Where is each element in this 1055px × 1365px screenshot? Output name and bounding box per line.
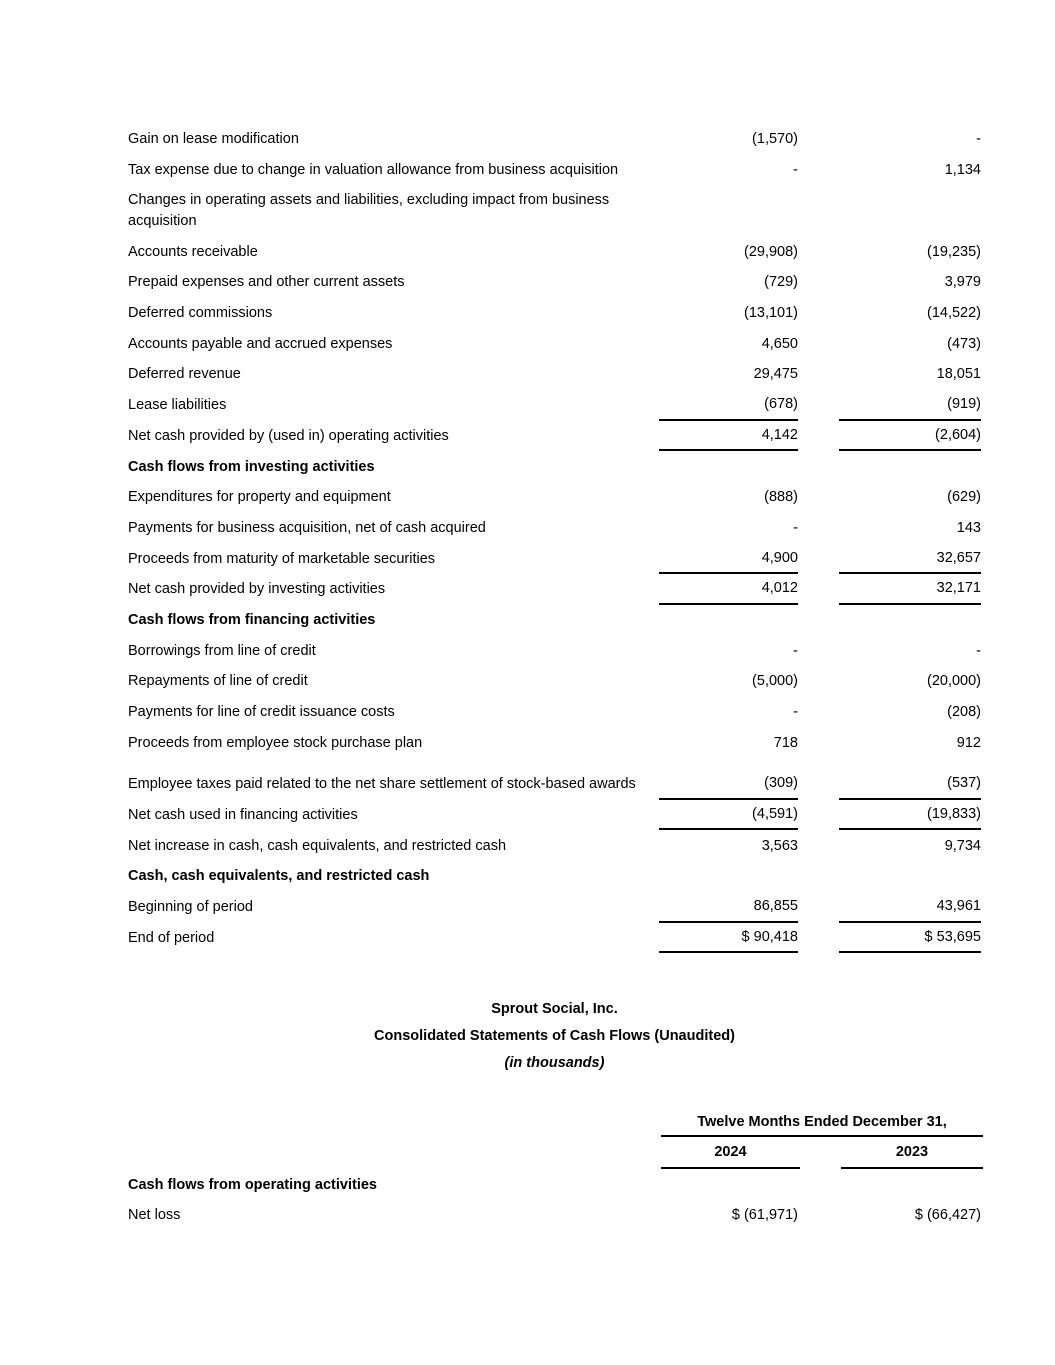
value-2024: (678) (659, 390, 798, 421)
row-label: Cash flows from investing activities (128, 458, 375, 475)
table-row (128, 892, 981, 923)
row-label: Cash, cash equivalents, and restricted cash (128, 868, 430, 885)
row-label: Net cash provided by (used in) operating activities (128, 427, 449, 444)
cash-flow-continuation-table (128, 124, 981, 953)
operating-activities-table (128, 1169, 981, 1230)
value-2023: (919) (839, 390, 981, 421)
value-2023: (19,833) (839, 800, 981, 831)
statement-title: Consolidated Statements of Cash Flows (Unaudited) (374, 1028, 735, 1045)
value-2024: (13,101) (743, 305, 798, 322)
value-2023: 143 (956, 519, 981, 536)
table-row (128, 697, 981, 728)
row-label: Payments for line of credit issuance costs (128, 704, 395, 721)
value-2024: - (793, 162, 798, 179)
table-row (128, 1200, 981, 1231)
value-2023: (20,000) (926, 673, 981, 690)
value-2023: 43,961 (839, 892, 981, 923)
value-2023 (839, 605, 981, 636)
column-header-2024: 2024 (661, 1137, 800, 1169)
value-2024: 3,563 (761, 837, 798, 854)
row-label: Proceeds from maturity of marketable securities (128, 550, 436, 567)
table-row (128, 513, 981, 544)
value-2024 (659, 1169, 798, 1200)
value-2024 (659, 605, 798, 636)
value-2024: (29,908) (743, 243, 798, 260)
table-row (128, 727, 981, 758)
table-row (128, 236, 981, 267)
value-2023 (839, 1169, 981, 1200)
row-label: Employee taxes paid related to the net share settlement of stock-based awards (128, 776, 636, 793)
value-2024: (309) (659, 769, 798, 800)
table-row (128, 124, 981, 155)
row-label: Proceeds from employee stock purchase plan (128, 734, 423, 751)
row-label: Payments for business acquisition, net of cash acquired (128, 519, 486, 536)
row-label: Accounts receivable (128, 243, 258, 260)
value-2023: (2,604) (839, 421, 981, 452)
value-2024: - (793, 704, 798, 721)
value-2023: (537) (839, 769, 981, 800)
table-row (128, 830, 981, 861)
value-2023: (208) (947, 704, 981, 721)
row-label: Changes in operating assets and liabilities, excluding impact from business acquisition (128, 191, 610, 229)
units-note: (in thousands) (504, 1055, 605, 1072)
value-2024: (4,591) (659, 800, 798, 831)
row-label: Expenditures for property and equipment (128, 489, 391, 506)
row-label: Repayments of line of credit (128, 673, 308, 690)
value-2023: (19,235) (926, 243, 981, 260)
row-label: Lease liabilities (128, 397, 227, 414)
value-2023: 18,051 (936, 366, 981, 383)
table-row (128, 574, 981, 605)
statement-header (128, 996, 981, 1077)
value-2024: 4,142 (659, 421, 798, 452)
table-row (128, 267, 981, 298)
value-2024: 4,900 (659, 543, 798, 574)
row-label: Beginning of period (128, 899, 253, 916)
value-2023 (839, 451, 981, 482)
table-row (128, 666, 981, 697)
value-2024: $ 90,418 (659, 923, 798, 954)
table-row (128, 298, 981, 329)
value-2024: - (793, 519, 798, 536)
table-row (128, 421, 981, 452)
row-label: Prepaid expenses and other current assets (128, 274, 405, 291)
table-row (128, 451, 981, 482)
value-2024: (888) (764, 489, 798, 506)
table-row (128, 1169, 981, 1200)
value-2023: 9,734 (944, 837, 981, 854)
table-row (128, 328, 981, 359)
value-2023: (14,522) (926, 305, 981, 322)
statement-content (128, 124, 981, 1231)
row-label: Net increase in cash, cash equivalents, and restricted cash (128, 837, 507, 854)
table-row (128, 390, 981, 421)
value-2024: 718 (773, 734, 798, 751)
value-2023: 912 (956, 734, 981, 751)
value-2024: (729) (764, 274, 798, 291)
row-label: Accounts payable and accrued expenses (128, 335, 393, 352)
value-2024 (659, 185, 798, 236)
value-2023: 3,979 (944, 274, 981, 291)
value-2024: (1,570) (752, 131, 798, 148)
value-2024: - (793, 642, 798, 659)
value-2023: 32,171 (839, 574, 981, 605)
value-2024 (659, 451, 798, 482)
table-row (128, 543, 981, 574)
table-row (128, 605, 981, 636)
table-row (128, 482, 981, 513)
value-2023: $ (66,427) (914, 1207, 981, 1224)
table-row (128, 769, 981, 800)
value-2024: $ (61,971) (731, 1207, 798, 1224)
value-2023: 32,657 (839, 543, 981, 574)
year-column-headers (661, 1137, 983, 1169)
period-span-label: Twelve Months Ended December 31, (661, 1109, 983, 1137)
company-name: Sprout Social, Inc. (491, 1001, 618, 1018)
value-2023: - (976, 131, 981, 148)
value-2024: (5,000) (752, 673, 798, 690)
value-2023 (839, 185, 981, 236)
value-2024 (659, 861, 798, 892)
row-label: Gain on lease modification (128, 131, 299, 148)
value-2024: 4,012 (659, 574, 798, 605)
table-row (128, 155, 981, 186)
value-2023: (629) (947, 489, 981, 506)
row-label: Cash flows from financing activities (128, 611, 376, 628)
value-2023: 1,134 (944, 162, 981, 179)
value-2023: $ 53,695 (839, 923, 981, 954)
row-label: End of period (128, 929, 215, 946)
value-2023: - (976, 642, 981, 659)
period-header (661, 1109, 983, 1169)
row-label: Deferred revenue (128, 366, 241, 383)
row-label: Deferred commissions (128, 305, 273, 322)
row-label: Net cash used in financing activities (128, 807, 358, 824)
column-header-2023: 2023 (841, 1137, 983, 1169)
value-2023: (473) (947, 335, 981, 352)
table-row (128, 800, 981, 831)
table-row (128, 923, 981, 954)
table-row (128, 861, 981, 892)
table-row (128, 359, 981, 390)
row-label: Net cash provided by investing activities (128, 581, 386, 598)
table-row (128, 635, 981, 666)
table-row (128, 185, 981, 236)
value-2024: 86,855 (659, 892, 798, 923)
row-label: Tax expense due to change in valuation allowance from business acquisition (128, 162, 619, 179)
row-label: Net loss (128, 1207, 181, 1224)
value-2023 (839, 861, 981, 892)
value-2024: 29,475 (753, 366, 798, 383)
row-label: Borrowings from line of credit (128, 642, 316, 659)
row-label: Cash flows from operating activities (128, 1176, 377, 1193)
value-2024: 4,650 (761, 335, 798, 352)
